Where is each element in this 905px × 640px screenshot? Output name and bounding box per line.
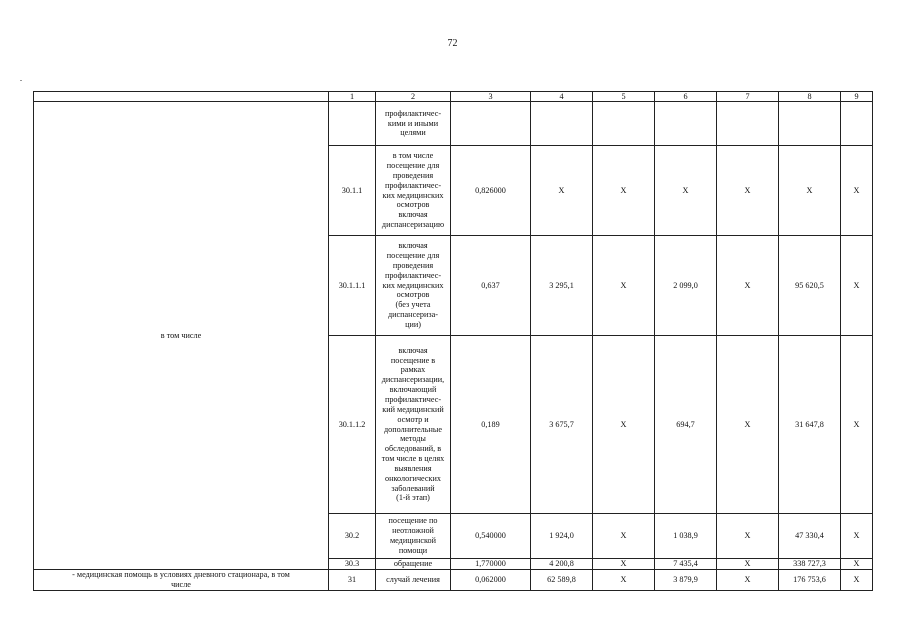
cell: X	[717, 570, 779, 591]
cell: X	[717, 236, 779, 336]
header-cell-blank	[34, 92, 329, 102]
cell: 95 620,5	[779, 236, 841, 336]
row-description: профилактичес- кими и иными целями	[376, 102, 451, 146]
cell: X	[593, 236, 655, 336]
cell: X	[841, 559, 873, 570]
cell: X	[717, 146, 779, 236]
cell: X	[841, 236, 873, 336]
cell: 1 038,9	[655, 514, 717, 559]
cell: 3 295,1	[531, 236, 593, 336]
cell	[451, 102, 531, 146]
cell: 7 435,4	[655, 559, 717, 570]
header-cell: 6	[655, 92, 717, 102]
header-cell: 4	[531, 92, 593, 102]
cell	[531, 102, 593, 146]
row-description: обращение	[376, 559, 451, 570]
cell: X	[593, 514, 655, 559]
cell: X	[655, 146, 717, 236]
cell	[593, 102, 655, 146]
cell: 0,826000	[451, 146, 531, 236]
margin-mark	[20, 80, 22, 81]
cell: 1 924,0	[531, 514, 593, 559]
cell: 47 330,4	[779, 514, 841, 559]
cell: X	[841, 514, 873, 559]
cell: 3 675,7	[531, 336, 593, 514]
header-cell: 7	[717, 92, 779, 102]
cell: X	[593, 559, 655, 570]
cell: 694,7	[655, 336, 717, 514]
row-description: в том числе посещение для проведения профилактичес- ких медицинских осмотров включая диспансеризацию	[376, 146, 451, 236]
cell: 3 879,9	[655, 570, 717, 591]
cell	[655, 102, 717, 146]
header-cell: 3	[451, 92, 531, 102]
data-table	[33, 91, 873, 591]
row-code	[329, 102, 376, 146]
cell: X	[841, 336, 873, 514]
row-code: 30.1.1.2	[329, 336, 376, 514]
cell: X	[717, 336, 779, 514]
cell: 1,770000	[451, 559, 531, 570]
cell: X	[841, 570, 873, 591]
page-number: 72	[447, 38, 458, 49]
cell: X	[717, 514, 779, 559]
row-description: случай лечения	[376, 570, 451, 591]
row-code: 30.3	[329, 559, 376, 570]
row-code: 30.1.1	[329, 146, 376, 236]
cell: 4 200,8	[531, 559, 593, 570]
cell: 176 753,6	[779, 570, 841, 591]
row-code: 30.2	[329, 514, 376, 559]
cell: X	[717, 559, 779, 570]
cell: X	[779, 146, 841, 236]
row-description: включая посещение для проведения профилактичес- ких медицинских осмотров (без учета диспансеризa- ции)	[376, 236, 451, 336]
cell: 0,189	[451, 336, 531, 514]
section-label: в том числе	[34, 102, 329, 570]
cell: X	[841, 146, 873, 236]
header-cell: 2	[376, 92, 451, 102]
cell: X	[593, 336, 655, 514]
cell: 0,637	[451, 236, 531, 336]
cell	[717, 102, 779, 146]
cell	[841, 102, 873, 146]
row-description: посещение по неотложной медицинской помощи	[376, 514, 451, 559]
cell: 62 589,8	[531, 570, 593, 591]
row-code: 31	[329, 570, 376, 591]
cell: 0,540000	[451, 514, 531, 559]
row-name: - медицинская помощь в условиях дневного стационара, в том числе	[34, 570, 329, 591]
cell: X	[593, 570, 655, 591]
header-cell: 9	[841, 92, 873, 102]
cell	[779, 102, 841, 146]
row-code: 30.1.1.1	[329, 236, 376, 336]
header-cell: 5	[593, 92, 655, 102]
cell: 31 647,8	[779, 336, 841, 514]
cell: X	[531, 146, 593, 236]
cell: 0,062000	[451, 570, 531, 591]
header-cell: 1	[329, 92, 376, 102]
header-cell: 8	[779, 92, 841, 102]
cell: 2 099,0	[655, 236, 717, 336]
column-number-row	[34, 92, 873, 102]
row-description: включая посещение в рамках диспансеризации, включающий профилактичес- кий медицинский осмотр и дополнительные методы обследований, в том числе в целях выявления онкологических заболеваний (1-й этап)	[376, 336, 451, 514]
cell: 338 727,3	[779, 559, 841, 570]
table-row	[34, 570, 873, 591]
table-row	[34, 102, 873, 146]
cell: X	[593, 146, 655, 236]
